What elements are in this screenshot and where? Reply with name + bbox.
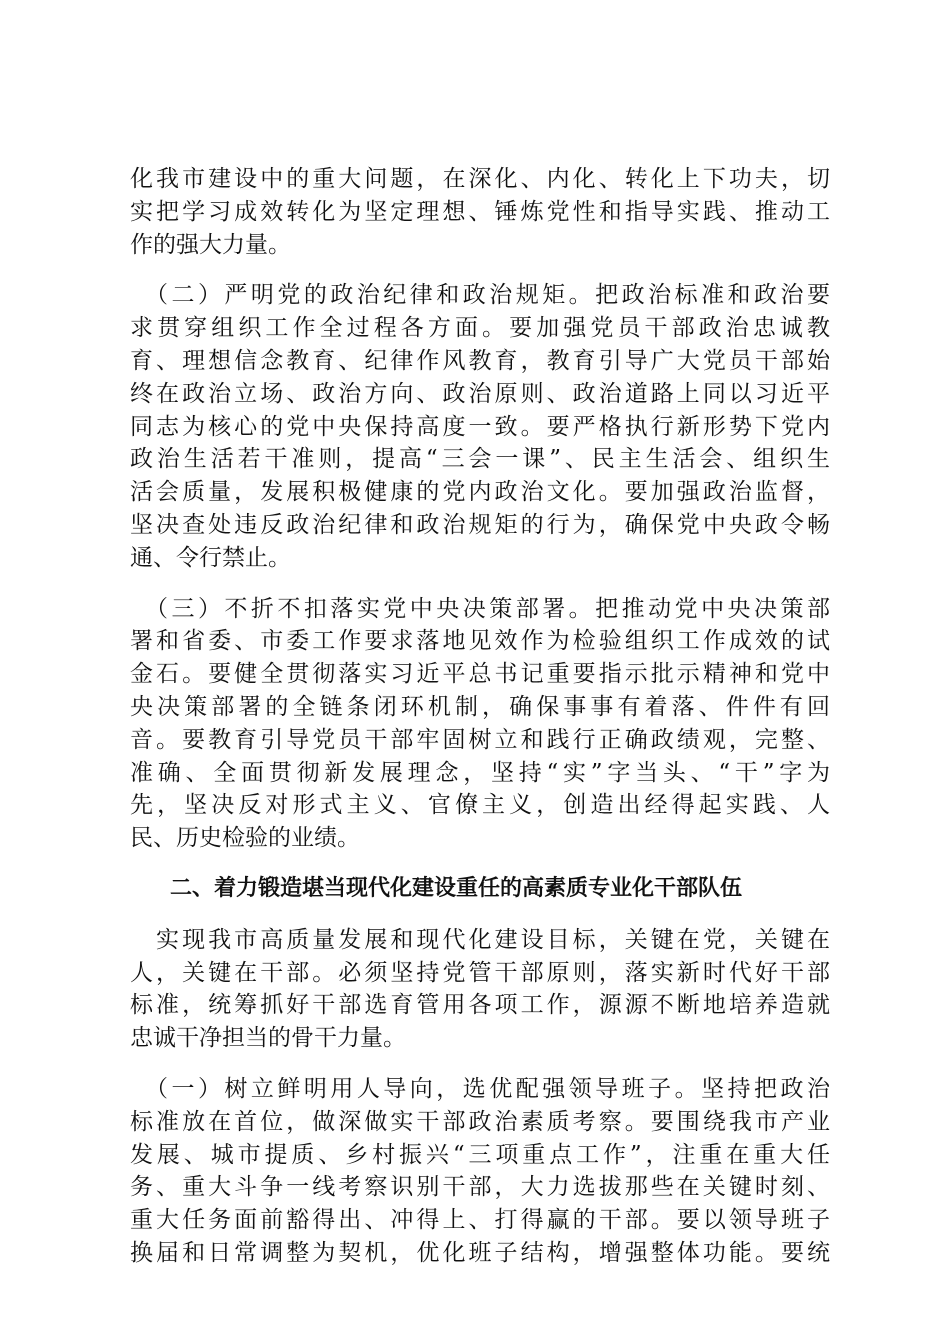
text-line: 音。要教育引导党员干部牢固树立和践行正确政绩观，完整、 — [130, 726, 830, 753]
text-line: 活会质量，发展积极健康的党内政治文化。要加强政治监督， — [130, 479, 830, 506]
text-line: 民、历史检验的业绩。 — [130, 825, 360, 852]
document-body — [130, 163, 830, 1270]
text-line: 化我市建设中的重大问题，在深化、内化、转化上下功夫，切 — [130, 166, 830, 192]
paragraph-1 — [130, 163, 830, 261]
paragraph-spacing — [130, 906, 830, 924]
text-line: 准确、全面贯彻新发展理念，坚持“实”字当头、“干”字为 — [130, 759, 830, 786]
text-line: 同志为核心的党中央保持高度一致。要严格执行新形势下党内 — [130, 413, 830, 440]
paragraph-spacing — [130, 575, 830, 593]
paragraph-2 — [130, 279, 830, 574]
text-line: 实现我市高质量发展和现代化建设目标，关键在党，关键在 — [130, 926, 830, 953]
text-line: 实把学习成效转化为坚定理想、锤炼党性和指导实践、推动工 — [130, 198, 830, 225]
text-line: （一）树立鲜明用人导向，选优配强领导班子。坚持把政治 — [130, 1075, 830, 1102]
text-line: 重大任务面前豁得出、冲得上、打得赢的干部。要以领导班子 — [130, 1207, 830, 1234]
text-line: 署和省委、市委工作要求落地见效作为检验组织工作成效的试 — [130, 628, 830, 655]
text-line: 务、重大斗争一线考察识别干部，大力选拔那些在关键时刻、 — [130, 1174, 830, 1201]
section-heading: 二、着力锻造堪当现代化建设重任的高素质专业化干部队伍 — [170, 875, 743, 901]
text-line: 求贯穿组织工作全过程各方面。要加强党员干部政治忠诚教 — [130, 315, 830, 342]
text-line: 人，关键在干部。必须坚持党管干部原则，落实新时代好干部 — [130, 959, 830, 986]
paragraph-4 — [130, 924, 830, 1055]
text-line: （二）严明党的政治纪律和政治规矩。把政治标准和政治要 — [130, 282, 830, 309]
text-line: 标准，统筹抓好干部选育管用各项工作，源源不断地培养造就 — [130, 992, 830, 1019]
paragraph-3 — [130, 593, 830, 855]
text-line: 育、理想信念教育、纪律作风教育，教育引导广大党员干部始 — [130, 347, 830, 374]
paragraph-spacing — [130, 261, 830, 279]
paragraph-5 — [130, 1073, 830, 1270]
text-line: 标准放在首位，做深做实干部政治素质考察。要围绕我市产业 — [130, 1108, 830, 1135]
text-line: 通、令行禁止。 — [130, 544, 291, 571]
text-line: 金石。要健全贯彻落实习近平总书记重要指示批示精神和党中 — [130, 661, 830, 688]
paragraph-spacing — [130, 1055, 830, 1073]
text-line: 先，坚决反对形式主义、官僚主义，创造出经得起实践、人 — [130, 792, 830, 819]
text-line: 政治生活若干准则，提高“三会一课”、民主生活会、组织生 — [130, 446, 830, 473]
text-line: 坚决查处违反政治纪律和政治规矩的行为，确保党中央政令畅 — [130, 511, 830, 538]
text-line: 作的强大力量。 — [130, 231, 291, 258]
text-line: 终在政治立场、政治方向、政治原则、政治道路上同以习近平 — [130, 380, 830, 407]
section-heading-block — [130, 873, 830, 906]
text-line: 央决策部署的全链条闭环机制，确保事事有着落、件件有回 — [130, 693, 830, 720]
text-line: 忠诚干净担当的骨干力量。 — [130, 1025, 406, 1052]
paragraph-spacing — [130, 855, 830, 873]
text-line: 发展、城市提质、乡村振兴“三项重点工作”，注重在重大任 — [130, 1141, 830, 1168]
text-line: （三）不折不扣落实党中央决策部署。把推动党中央决策部 — [130, 595, 830, 622]
text-line: 换届和日常调整为契机，优化班子结构，增强整体功能。要统 — [130, 1239, 830, 1266]
